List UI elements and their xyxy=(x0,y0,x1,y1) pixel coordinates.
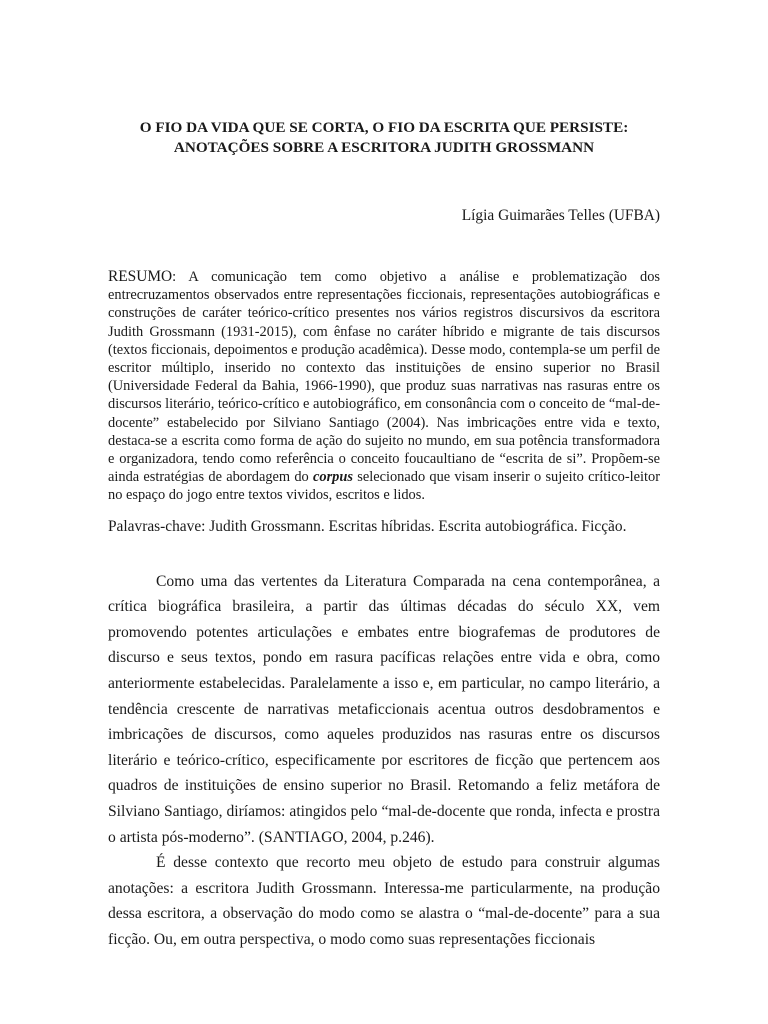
abstract xyxy=(108,268,660,505)
body-paragraph-1: Como uma das vertentes da Literatura Comparada na cena contemporânea, a crítica biográfica brasileira, a partir das últimas décadas do século XX, vem promovendo potentes articulações e embates entre biografemas de produtores de discurso e seus textos, pondo em rasura pacíficas relações entre vida e obra, como anteriormente estabelecidas. Paralelamente a isso e, em particular, no campo literário, a tendência crescente de narrativas metaficcionais acentua outros desdobramentos e imbricações de discursos, como aqueles produzidos nas rasuras entre os discursos literário e teórico-crítico, especificamente por escritores de ficção que pertencem aos quadros de instituições de ensino superior no Brasil. Retomando a feliz metáfora de Silviano Santiago, diríamos: atingidos pelo “mal-de-docente que ronda, infecta e prostra o artista pós-moderno”. (SANTIAGO, 2004, p.246). xyxy=(108,572,660,846)
title-line-1: O FIO DA VIDA QUE SE CORTA, O FIO DA ESCRITA QUE PERSISTE: xyxy=(139,119,629,136)
body-paragraph-2: É desse contexto que recorto meu objeto de estudo para construir algumas anotações: a escritora Judith Grossmann. Interessa-me particularmente, na produção dessa escritora, a observação do modo como se alastra o “mal-de-docente” para a sua ficção. Ou, em outra perspectiva, o modo como suas representações ficcionais xyxy=(108,854,660,948)
abstract-text-end: selecionado que visam inserir o sujeito crítico-leitor no espaço do jogo entre textos vividos, escritos e lidos. xyxy=(108,469,660,504)
title-line-2: ANOTAÇÕES SOBRE A ESCRITORA JUDITH GROSSMANN xyxy=(173,139,595,156)
abstract-text-start: : A comunicação tem como objetivo a análise e problematização dos entrecruzamentos observados entre representações ficcionais, representações autobiográficas e construções de caráter teórico-crítico presentes nos vários registros discursivos da escritora Judith Grossmann (1931-2015), com ênfase no caráter híbrido e migrante de tais discursos (textos ficcionais, depoimentos e produção acadêmica). Desse modo, contempla-se um perfil de escritor múltiplo, inserido no contexto das instituições de ensino superior no Brasil (Universidade Federal da Bahia, 1966-1990), que produz suas narrativas nas rasuras entre os discursos literário, teórico-crítico e autobiográfico, em consonância com o conceito de “mal-de-docente” estabelecido por Silviano Santiago (2004). Nas imbricações entre vida e texto, destaca-se a escrita como forma de ação do sujeito no mundo, em sua potência transformadora e organizadora, tendo como referência o conceito foucaultiano de “escrita de si”. Propõem-se ainda estratégias de abordagem do xyxy=(108,269,660,486)
document-page xyxy=(108,0,660,953)
keywords: Palavras-chave: Judith Grossmann. Escritas híbridas. Escrita autobiográfica. Ficção. xyxy=(108,517,627,535)
abstract-corpus-word: corpus xyxy=(313,469,353,486)
paper-title xyxy=(108,118,660,158)
abstract-label: RESUMO xyxy=(108,268,173,285)
body-text xyxy=(108,569,660,953)
author-affiliation: Lígia Guimarães Telles (UFBA) xyxy=(461,207,660,224)
